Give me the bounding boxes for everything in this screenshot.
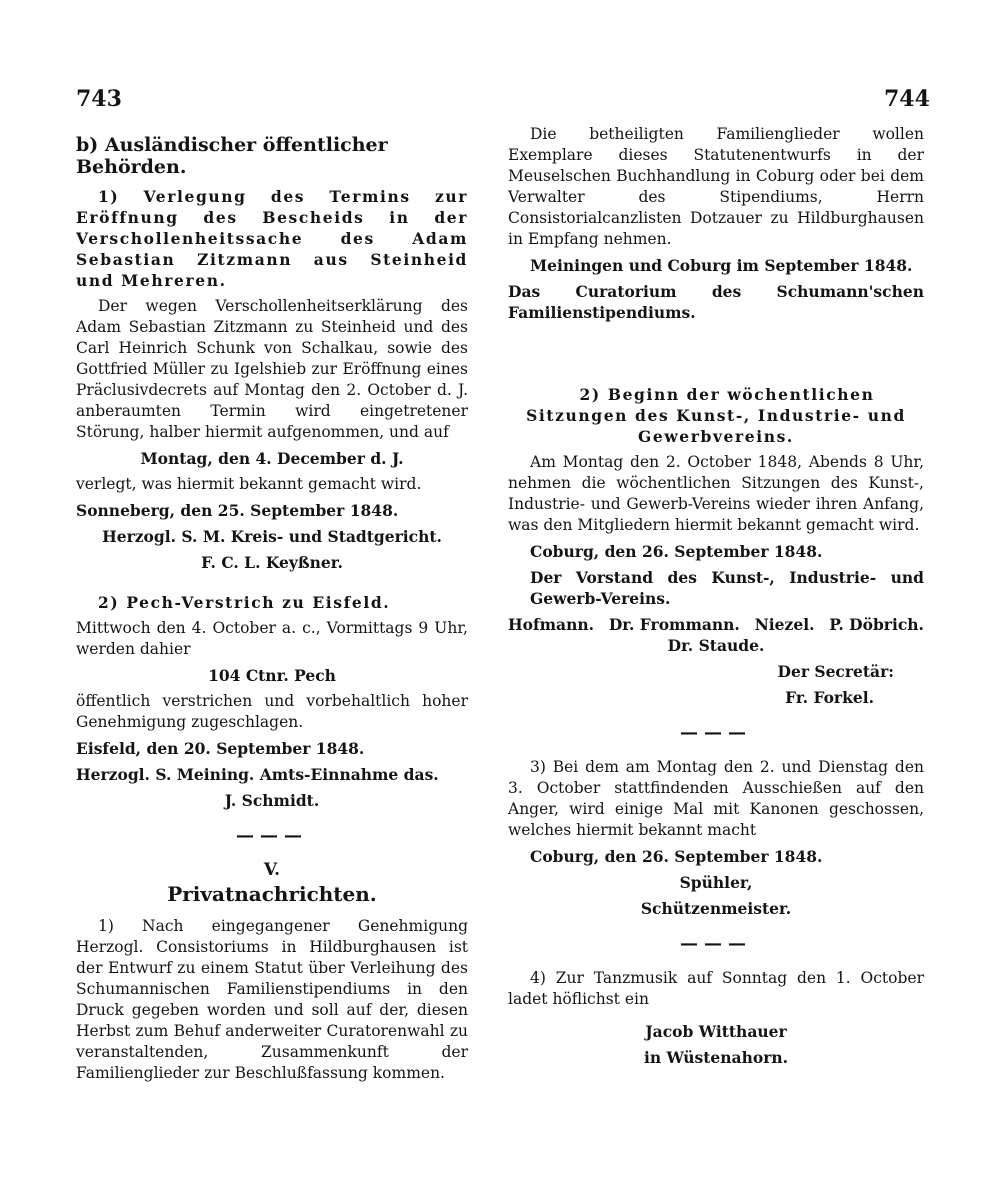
separator-rule: ——— — [680, 933, 752, 954]
private-notice-1-signature: Das Curatorium des Schumann'schen Familienstipendiums. — [508, 282, 924, 322]
private-notice-3-place-date: Coburg, den 26. September 1848. — [530, 847, 823, 866]
board-member-name: P. Döbrich. — [829, 615, 924, 634]
notice-2-place-date: Eisfeld, den 20. September 1848. — [76, 739, 365, 758]
page-number-left: 743 — [76, 86, 122, 112]
board-member-name: Hofmann. — [508, 615, 595, 634]
private-notice-2-board: Der Vorstand des Kunst-, Industrie- und Gewerb-Vereins. — [530, 568, 924, 608]
private-notice-1-body: 1) Nach eingegangener Genehmigung Herzogl. Consistoriums in Hildburghausen ist der Entwurf zu einem Statut über Verleihung des Schumannischen Familienstipendiums in den Druck gegeben worden und soll auf der, diesen Herbst zum Behuf anderweiter Curatorenwahl zu veranstaltenden, Zusammenkunft der Familienglieder zur Beschlußfassung kommen. — [76, 917, 468, 1082]
private-notice-3-signature-title: Schützenmeister. — [640, 899, 792, 918]
left-column — [76, 124, 468, 1089]
section-title-private-news: Privatnachrichten. — [167, 882, 377, 906]
notice-1-court: Herzogl. S. M. Kreis- und Stadtgericht. — [102, 527, 442, 546]
private-notice-4-place: in Wüstenahorn. — [643, 1048, 789, 1067]
notice-2-title: 2) Pech-Verstrich zu Eisfeld. — [98, 593, 391, 612]
private-notice-1-place-date: Meiningen und Coburg im September 1848. — [530, 256, 913, 275]
right-column — [508, 124, 924, 1073]
board-member-name-5: Dr. Staude. — [667, 636, 765, 655]
private-notice-3-signature-name: Spühler, — [679, 873, 753, 892]
notice-2-body-cont: öffentlich verstrichen und vorbehaltlich hoher Genehmigung zugeschlagen. — [76, 692, 468, 731]
secretary-label: Der Secretär: — [777, 662, 894, 681]
notice-1-place-date: Sonneberg, den 25. September 1848. — [76, 501, 399, 520]
notice-1-signature: F. C. L. Keyßner. — [201, 553, 343, 572]
notice-1-end: verlegt, was hiermit bekannt gemacht wird. — [76, 475, 422, 493]
board-member-name: Dr. Frommann. — [608, 615, 740, 634]
board-member-names — [508, 614, 924, 635]
private-notice-4-name: Jacob Witthauer — [645, 1022, 787, 1041]
notice-2-office: Herzogl. S. Meining. Amts-Einnahme das. — [76, 765, 439, 784]
notice-1-title: 1) Verlegung des Termins zur Eröffnung des Bescheids in der Verschollenheitssache des Adam Sebastian Zitzmann aus Steinheid und Mehreren. — [76, 187, 468, 290]
private-notice-1-continued: Die betheiligten Familienglieder wollen Exemplare dieses Statutenentwurfs in der Meuselschen Buchhandlung in Coburg oder bei dem Verwalter des Stipendiums, Herrn Consistorialcanzlisten Dotzauer zu Hildburghausen in Empfang nehmen. — [508, 125, 924, 248]
private-notice-3-body: 3) Bei dem am Montag den 2. und Dienstag den 3. October stattfindenden Ausschießen auf den Anger, wird einige Mal mit Kanonen geschossen, welches hiermit bekannt macht — [508, 758, 924, 839]
notice-2-body: Mittwoch den 4. October a. c., Vormittags 9 Uhr, werden dahier — [76, 619, 468, 658]
private-notice-2-title: 2) Beginn der wöchentlichen Sitzungen des Kunst-, Industrie- und Gewerbvereins. — [526, 385, 906, 446]
section-number: V. — [263, 860, 281, 880]
notice-2-signature: J. Schmidt. — [224, 791, 320, 810]
notice-2-amount: 104 Ctnr. Pech — [208, 666, 336, 685]
section-heading-foreign-authorities: b) Ausländischer öffentlicher Behörden. — [76, 134, 388, 178]
board-member-name: Niezel. — [754, 615, 815, 634]
notice-1-body: Der wegen Verschollenheitserklärung des Adam Sebastian Zitzmann zu Steinheid und des Carl Heinrich Schunk von Schalkau, sowie des Gottfried Müller zu Igelshieb zur Eröffnung eines Präclusivdecrets auf Montag den 2. October d. J. anberaumten Termin wird eingetretener Störung, halber hiermit aufgenommen, und auf — [76, 297, 468, 441]
private-notice-4-body: 4) Zur Tanzmusik auf Sonntag den 1. October ladet höflichst ein — [508, 969, 924, 1008]
notice-1-new-date: Montag, den 4. December d. J. — [140, 449, 404, 468]
private-notice-2-body: Am Montag den 2. October 1848, Abends 8 Uhr, nehmen die wöchentlichen Sitzungen des Kunst-, Industrie- und Gewerb-Vereins wieder ihren Anfang, was den Mitgliedern hiermit bekannt gemacht wird. — [508, 453, 924, 534]
page-number-right: 744 — [884, 86, 930, 112]
separator-rule: ——— — [236, 825, 308, 846]
separator-rule: ——— — [680, 722, 752, 743]
private-notice-2-place-date: Coburg, den 26. September 1848. — [530, 542, 823, 561]
secretary-name: Fr. Forkel. — [785, 688, 874, 707]
